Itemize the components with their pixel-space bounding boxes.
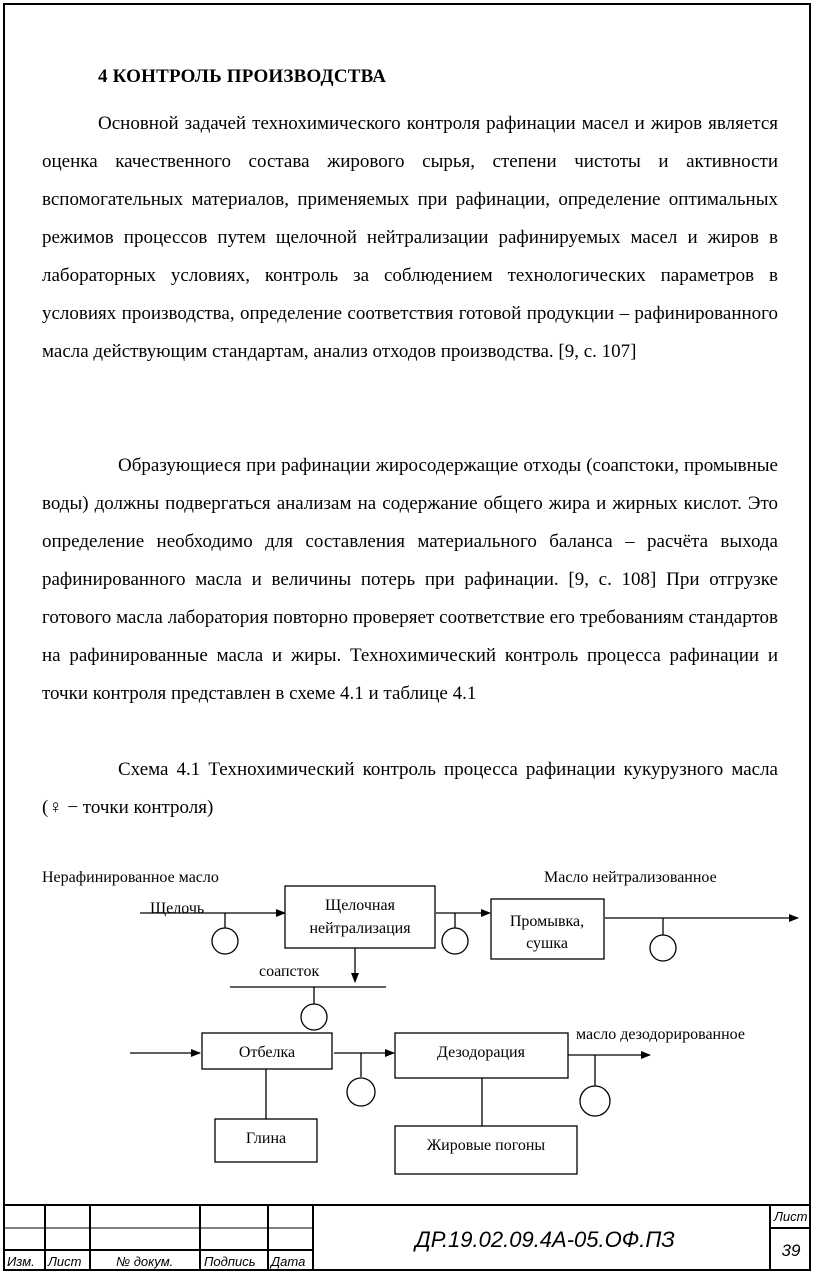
col-sheet-label: Лист (48, 1254, 82, 1269)
process-diagram (0, 860, 816, 1190)
neutralized-oil-label: Масло нейтрализованное (544, 869, 717, 886)
scheme-caption: Схема 4.1 Технохимический контроль процесса рафинации кукурузного масла (♀ − точки контроля) (42, 759, 778, 818)
control-point-5 (347, 1078, 375, 1106)
control-point-1 (212, 928, 238, 954)
fatty-distillate-label: Жировые погоны (426, 1137, 546, 1154)
col-date-label: Дата (271, 1254, 306, 1269)
col-change-label: Изм. (7, 1254, 35, 1269)
title-block (3, 1204, 813, 1272)
section-title: 4 КОНТРОЛЬ ПРОИЗВОДСТВА (98, 66, 387, 87)
sheet-label: Лист (774, 1209, 808, 1224)
soapstock-label: соапсток (259, 963, 320, 980)
deodorization-label: Дезодорация (437, 1044, 525, 1061)
control-point-6 (580, 1086, 610, 1116)
paragraph-1: Основной задачей технохимического контроля рафинации масел и жиров является оценка качественного состава жирового сырья, степени чистоты и активности вспомогательных материалов, применяемых при рафинации, определение оптимальных режимов процессов путем щелочной нейтрализации рафинируемых масел и жиров в лабораторных условиях, контроль за соблюдением технологических параметров в условиях производства, определение соответствия готовой продукции – рафинированного масла действующим стандартам, анализ отходов производства. [9, с. 107] (42, 113, 778, 362)
neutralization-box (285, 886, 435, 948)
bleaching-label: Отбелка (238, 1044, 296, 1061)
washing-label-2: сушка (526, 935, 568, 952)
col-doc-no-label: № докум. (116, 1254, 174, 1269)
neutralization-label-2: нейтрализация (309, 920, 411, 937)
control-point-3 (650, 935, 676, 961)
clay-label: Глина (245, 1130, 287, 1147)
control-point-4 (301, 1004, 327, 1030)
input-oil-label: Нерафинированное масло (42, 869, 219, 886)
deodorized-oil-label: масло дезодорированное (576, 1026, 745, 1043)
alkali-label: Щелочь (150, 900, 205, 917)
washing-label-1: Промывка, (509, 913, 585, 930)
control-point-2 (442, 928, 468, 954)
sheet-number: 39 (781, 1241, 801, 1260)
col-signature-label: Подпись (204, 1254, 256, 1269)
document-code: ДР.19.02.09.4А-05.ОФ.ПЗ (415, 1227, 675, 1252)
paragraph-2: Образующиеся при рафинации жиросодержащие отходы (соапстоки, промывные воды) должны подвергаться анализам на содержание общего жира и жирных кислот. Это определение необходимо для составления материального баланса – расчёта выхода рафинированного масла и величины потерь при рафинации. [9, с. 108] При отгрузке готового масла лаборатория повторно проверяет соответствие его требованиям стандартов на рафинированные масла и жиры. Технохимический контроль процесса рафинации и точки контроля представлен в схеме 4.1 и таблице 4.1 (42, 455, 778, 704)
neutralization-label-1: Щелочная (325, 897, 395, 914)
